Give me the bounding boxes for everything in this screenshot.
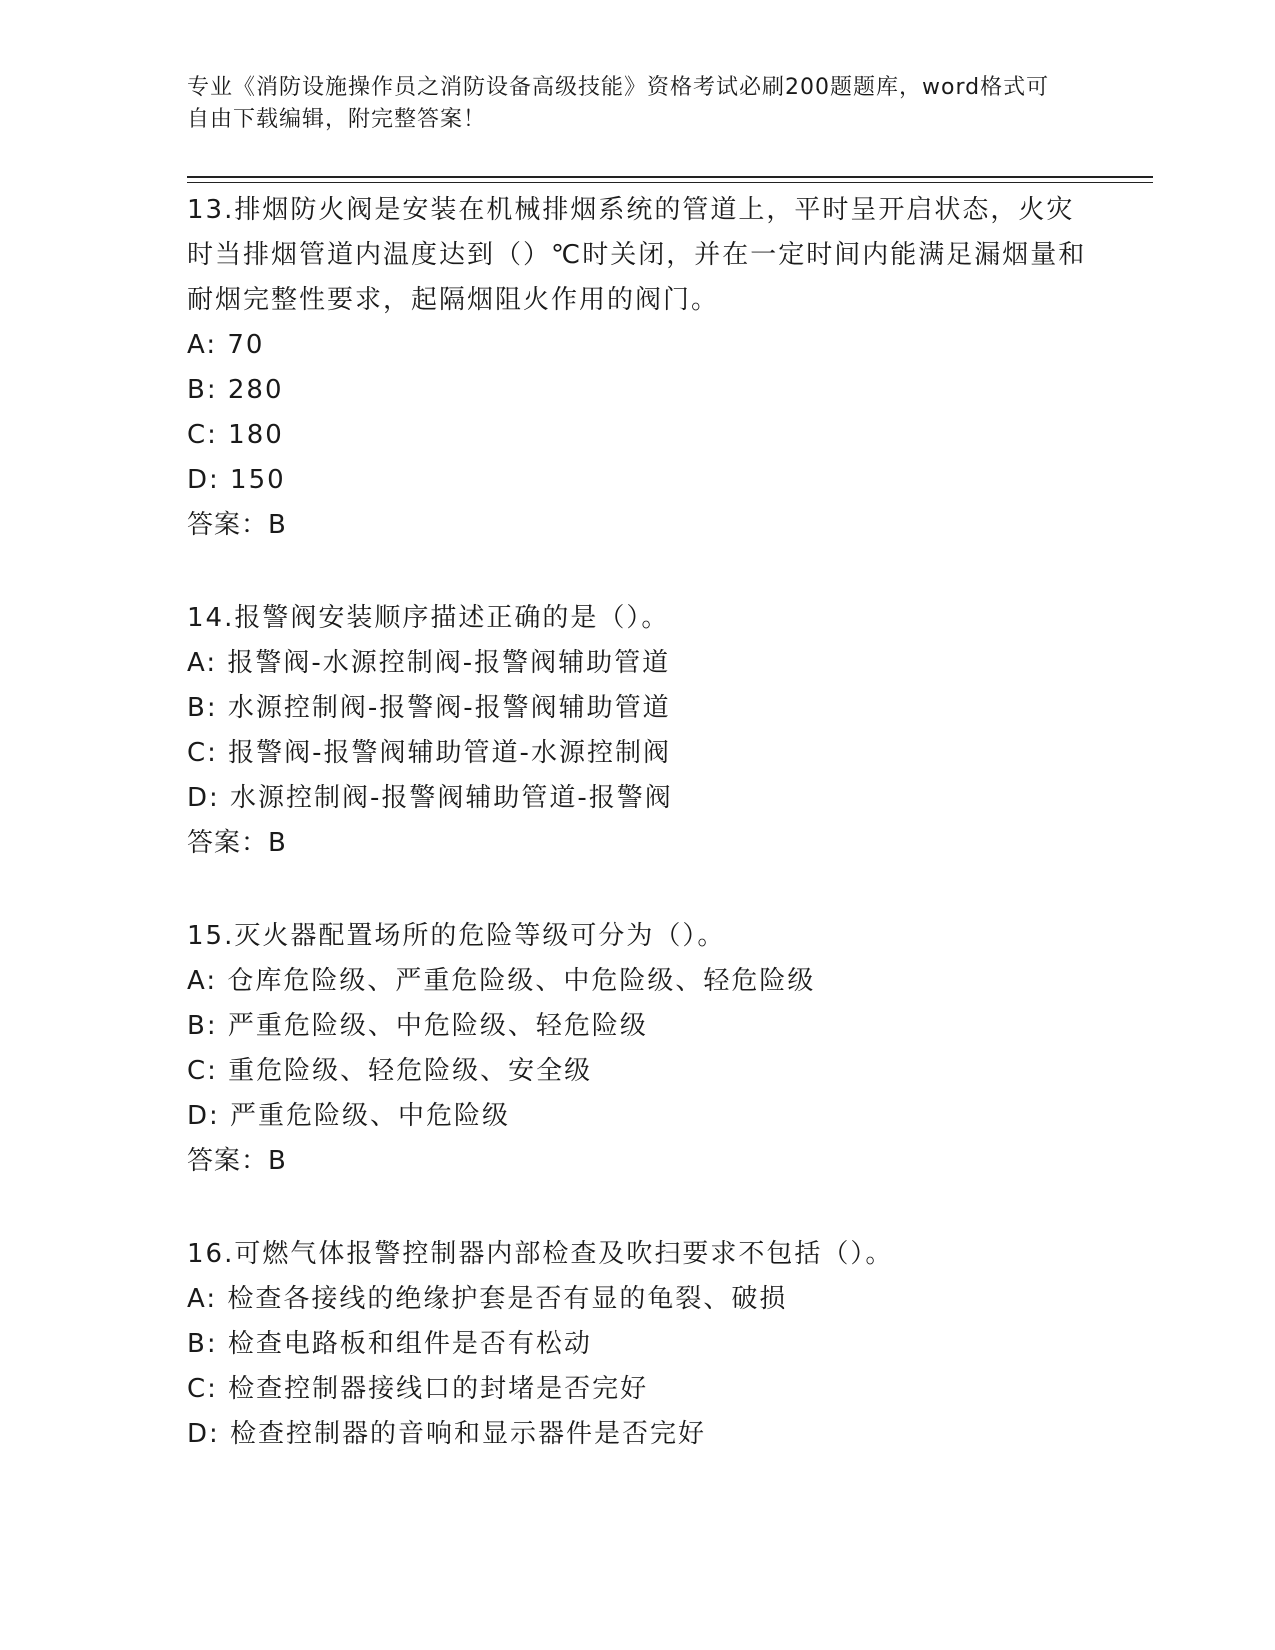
option-b: B: 280 bbox=[187, 375, 284, 405]
header-divider-thin bbox=[187, 182, 1153, 183]
option-c: C: 检查控制器接线口的封堵是否完好 bbox=[187, 1374, 649, 1404]
question-stem: 16.可燃气体报警控制器内部检查及吹扫要求不包括（）。 bbox=[187, 1239, 894, 1269]
option-d: D: 水源控制阀-报警阀辅助管道-报警阀 bbox=[187, 783, 673, 813]
option-a: A: 报警阀-水源控制阀-报警阀辅助管道 bbox=[187, 648, 671, 678]
question-16 bbox=[187, 1232, 1087, 1457]
option-c: C: 报警阀-报警阀辅助管道-水源控制阀 bbox=[187, 738, 671, 768]
question-stem: 13.排烟防火阀是安装在机械排烟系统的管道上，平时呈开启状态，火灾时当排烟管道内温度达到（）℃时关闭，并在一定时间内能满足漏烟量和耐烟完整性要求，起隔烟阻火作用的阀门。 bbox=[187, 195, 1087, 315]
question-13 bbox=[187, 188, 1087, 548]
option-c: C: 180 bbox=[187, 420, 284, 450]
option-c: C: 重危险级、轻危险级、安全级 bbox=[187, 1056, 593, 1086]
option-d: D: 检查控制器的音响和显示器件是否完好 bbox=[187, 1419, 707, 1449]
question-15 bbox=[187, 914, 1087, 1184]
option-d: D: 严重危险级、中危险级 bbox=[187, 1101, 511, 1131]
option-b: B: 水源控制阀-报警阀-报警阀辅助管道 bbox=[187, 693, 671, 723]
question-stem: 14.报警阀安装顺序描述正确的是（）。 bbox=[187, 603, 670, 633]
option-a: A: 检查各接线的绝缘护套是否有显的龟裂、破损 bbox=[187, 1284, 788, 1314]
option-d: D: 150 bbox=[187, 465, 286, 495]
option-b: B: 检查电路板和组件是否有松动 bbox=[187, 1329, 592, 1359]
question-stem: 15.灭火器配置场所的危险等级可分为（）。 bbox=[187, 921, 726, 951]
option-b: B: 严重危险级、中危险级、轻危险级 bbox=[187, 1011, 648, 1041]
option-a: A: 仓库危险级、严重危险级、中危险级、轻危险级 bbox=[187, 966, 816, 996]
answer: 答案：B bbox=[187, 828, 287, 858]
option-a: A: 70 bbox=[187, 330, 265, 360]
question-14 bbox=[187, 596, 1087, 866]
header-divider-thick bbox=[187, 176, 1153, 178]
document-header: 专业《消防设施操作员之消防设备高级技能》资格考试必刷200题题库，word格式可自由下载编辑，附完整答案！ bbox=[187, 75, 1050, 132]
answer: 答案：B bbox=[187, 510, 287, 540]
answer: 答案：B bbox=[187, 1146, 287, 1176]
